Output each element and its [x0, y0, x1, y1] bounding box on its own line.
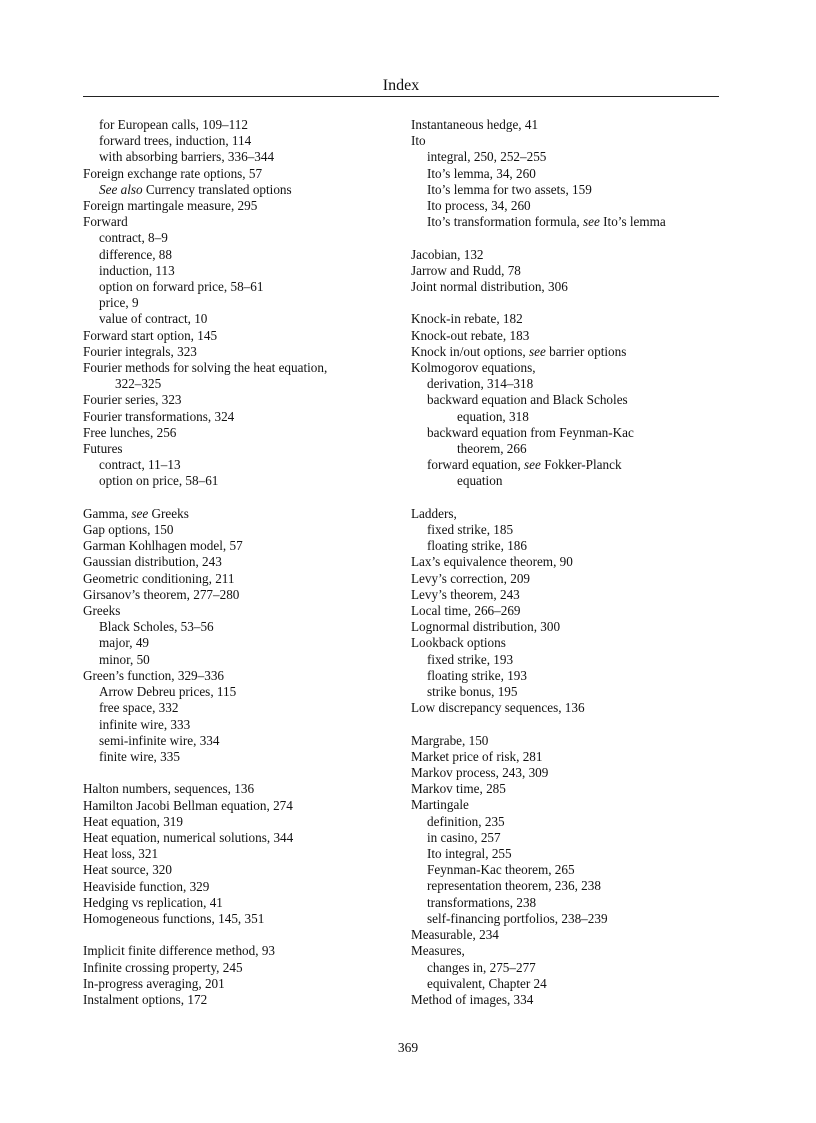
- entry-text: floating strike, 193: [427, 667, 527, 683]
- index-subentry: [83, 684, 383, 700]
- index-subentry: [411, 522, 721, 538]
- entry-text: Margrabe, 150: [411, 732, 489, 748]
- index-entry: [411, 927, 721, 943]
- index-subentry: [83, 457, 383, 473]
- index-entry: [83, 344, 383, 360]
- entry-text: equation, 318: [457, 408, 529, 424]
- entry-text: Ito’s transformation formula,: [427, 214, 584, 230]
- index-entry: [411, 943, 721, 959]
- index-subentry: [411, 425, 721, 441]
- index-subentry: [83, 182, 383, 198]
- entry-text: Garman Kohlhagen model, 57: [83, 538, 243, 554]
- entry-text: Fourier transformations, 324: [83, 408, 235, 424]
- entry-text: Knock-out rebate, 183: [411, 327, 530, 343]
- letter-group-gap: [83, 927, 383, 943]
- entry-text: Levy’s theorem, 243: [411, 586, 520, 602]
- index-entry: [83, 538, 383, 554]
- index-subentry: [411, 214, 721, 230]
- index-subentry: [411, 895, 721, 911]
- index-subentry-continuation: [411, 441, 721, 457]
- entry-text: value of contract, 10: [99, 311, 208, 327]
- entry-text: Homogeneous functions, 145, 351: [83, 910, 265, 926]
- entry-text: with absorbing barriers, 336–344: [99, 149, 275, 165]
- entry-text: Heat loss, 321: [83, 846, 159, 862]
- index-entry: [411, 619, 721, 635]
- entry-text: Measurable, 234: [411, 927, 499, 943]
- entry-text: fixed strike, 185: [427, 522, 514, 538]
- index-subentry: [411, 149, 721, 165]
- entry-text: Markov time, 285: [411, 781, 506, 797]
- entry-text: Gamma,: [83, 505, 132, 521]
- index-subentry: [83, 749, 383, 765]
- index-entry: [83, 425, 383, 441]
- index-subentry: [83, 279, 383, 295]
- index-entry: [411, 328, 721, 344]
- entry-text: Measures,: [411, 943, 465, 959]
- entry-text: Martingale: [411, 797, 469, 813]
- index-subentry: [83, 311, 383, 327]
- index-entry: [83, 943, 383, 959]
- index-subentry: [411, 684, 721, 700]
- entry-text: Forward: [83, 214, 128, 230]
- index-subentry: [411, 814, 721, 830]
- entry-text: Green’s function, 329–336: [83, 667, 225, 683]
- entry-text: Fourier methods for solving the heat equation,: [83, 360, 328, 376]
- page-number: 369: [397, 1040, 419, 1055]
- index-entry: [83, 911, 383, 927]
- entry-text: Ito’s lemma for two assets, 159: [427, 181, 592, 197]
- entry-text: backward equation and Black Scholes: [427, 392, 628, 408]
- index-entry: [411, 587, 721, 603]
- entry-text: Ito’s lemma: [599, 214, 666, 230]
- entry-text: Low discrepancy sequences, 136: [411, 700, 585, 716]
- entry-text: Gap options, 150: [83, 522, 174, 538]
- index-entry: [83, 603, 383, 619]
- cross-reference-keyword: see: [528, 343, 546, 359]
- entry-text: Local time, 266–269: [411, 603, 521, 619]
- index-entry: [411, 506, 721, 522]
- index-entry: [83, 960, 383, 976]
- entry-text: Ladders,: [411, 505, 457, 521]
- entry-text: major, 49: [99, 635, 150, 651]
- entry-text: forward equation,: [427, 457, 525, 473]
- entry-text: Currency translated options: [142, 181, 292, 197]
- entry-text: contract, 11–13: [99, 457, 181, 473]
- index-subentry: [411, 392, 721, 408]
- entry-text: floating strike, 186: [427, 538, 527, 554]
- index-entry: [83, 587, 383, 603]
- entry-text: Halton numbers, sequences, 136: [83, 781, 255, 797]
- index-entry: [411, 344, 721, 360]
- index-entry: [83, 409, 383, 425]
- entry-text: derivation, 314–318: [427, 376, 534, 392]
- entry-text: option on forward price, 58–61: [99, 279, 264, 295]
- index-entry: [83, 392, 383, 408]
- entry-text: Heat equation, numerical solutions, 344: [83, 829, 294, 845]
- entry-text: Greeks: [83, 603, 121, 619]
- index-subentry-continuation: [411, 409, 721, 425]
- index-entry: [411, 117, 721, 133]
- entry-text: transformations, 238: [427, 894, 537, 910]
- index-entry: [411, 133, 721, 149]
- header-rule: [83, 96, 719, 97]
- index-entry: [411, 992, 721, 1008]
- letter-group-gap: [411, 716, 721, 732]
- index-subentry: [411, 198, 721, 214]
- index-subentry: [83, 635, 383, 651]
- entry-text: Fourier integrals, 323: [83, 343, 197, 359]
- index-entry: [83, 798, 383, 814]
- entry-text: option on price, 58–61: [99, 473, 219, 489]
- index-entry: [411, 571, 721, 587]
- index-entry: [83, 328, 383, 344]
- index-subentry: [411, 376, 721, 392]
- entry-text: Foreign exchange rate options, 57: [83, 165, 263, 181]
- index-entry: [83, 166, 383, 182]
- entry-text: price, 9: [99, 295, 139, 311]
- entry-text: barrier options: [545, 343, 627, 359]
- entry-text: Free lunches, 256: [83, 424, 177, 440]
- entry-text: Gaussian distribution, 243: [83, 554, 222, 570]
- index-subentry: [411, 457, 721, 473]
- entry-text: definition, 235: [427, 813, 505, 829]
- index-entry: [83, 781, 383, 797]
- entry-text: Futures: [83, 441, 123, 457]
- entry-text: Ito integral, 255: [427, 846, 512, 862]
- index-subentry: [83, 652, 383, 668]
- entry-text: difference, 88: [99, 246, 172, 262]
- index-subentry: [83, 230, 383, 246]
- index-entry: [411, 263, 721, 279]
- index-entry: [83, 668, 383, 684]
- entry-text: free space, 332: [99, 700, 179, 716]
- index-subentry: [83, 117, 383, 133]
- entry-text: equivalent, Chapter 24: [427, 975, 547, 991]
- entry-text: representation theorem, 236, 238: [427, 878, 601, 894]
- index-subentry: [411, 166, 721, 182]
- index-subentry: [83, 473, 383, 489]
- index-entry: [411, 279, 721, 295]
- entry-text: theorem, 266: [457, 441, 527, 457]
- index-entry: [83, 830, 383, 846]
- entry-text: Markov process, 243, 309: [411, 765, 549, 781]
- entry-text: Instalment options, 172: [83, 991, 208, 1007]
- index-entry: [83, 814, 383, 830]
- index-entry: [411, 603, 721, 619]
- entry-text: integral, 250, 252–255: [427, 149, 547, 165]
- index-entry: [83, 506, 383, 522]
- entry-text: Black Scholes, 53–56: [99, 619, 214, 635]
- running-header: Index: [382, 77, 420, 94]
- entry-text: Arrow Debreu prices, 115: [99, 684, 237, 700]
- index-subentry: [83, 247, 383, 263]
- entry-text: Geometric conditioning, 211: [83, 570, 235, 586]
- entry-text: Ito process, 34, 260: [427, 198, 531, 214]
- entry-text: Knock-in rebate, 182: [411, 311, 523, 327]
- entry-text: Jarrow and Rudd, 78: [411, 262, 521, 278]
- index-entry: [83, 198, 383, 214]
- entry-text: Jacobian, 132: [411, 246, 484, 262]
- cross-reference-keyword: See also: [99, 181, 143, 197]
- entry-text: Levy’s correction, 209: [411, 570, 531, 586]
- index-subentry: [83, 733, 383, 749]
- entry-text: backward equation from Feynman-Kac: [427, 424, 634, 440]
- entry-text: forward trees, induction, 114: [99, 133, 252, 149]
- index-subentry-continuation: [411, 473, 721, 489]
- entry-text: fixed strike, 193: [427, 651, 514, 667]
- entry-text: Method of images, 334: [411, 991, 534, 1007]
- entry-text: Fourier series, 323: [83, 392, 182, 408]
- letter-group-gap: [83, 765, 383, 781]
- entry-text: Lax’s equivalence theorem, 90: [411, 554, 573, 570]
- entry-text: Infinite crossing property, 245: [83, 959, 243, 975]
- index-subentry: [83, 263, 383, 279]
- entry-text: Foreign martingale measure, 295: [83, 198, 258, 214]
- entry-text: Hedging vs replication, 41: [83, 894, 223, 910]
- entry-text: minor, 50: [99, 651, 150, 667]
- entry-text: induction, 113: [99, 262, 175, 278]
- entry-text: 322–325: [115, 376, 162, 392]
- entry-text: in casino, 257: [427, 829, 501, 845]
- entry-text: Heaviside function, 329: [83, 878, 210, 894]
- index-entry: [411, 311, 721, 327]
- cross-reference-keyword: see: [131, 505, 149, 521]
- entry-text: Girsanov’s theorem, 277–280: [83, 586, 240, 602]
- index-subentry: [411, 911, 721, 927]
- index-subentry: [83, 619, 383, 635]
- index-column-right: [411, 117, 721, 1008]
- entry-text: changes in, 275–277: [427, 959, 536, 975]
- letter-group-gap: [411, 295, 721, 311]
- index-subentry: [83, 717, 383, 733]
- index-subentry: [411, 976, 721, 992]
- cross-reference-keyword: see: [583, 214, 600, 230]
- entry-text: finite wire, 335: [99, 748, 180, 764]
- entry-text: Feynman-Kac theorem, 265: [427, 862, 575, 878]
- index-entry: [83, 214, 383, 230]
- index-subentry: [83, 149, 383, 165]
- index-entry: [411, 749, 721, 765]
- index-entry: [83, 846, 383, 862]
- entry-text: Lookback options: [411, 635, 506, 651]
- index-entry: [411, 360, 721, 376]
- entry-text: Ito: [411, 133, 426, 149]
- index-entry: [411, 247, 721, 263]
- index-entry: [83, 879, 383, 895]
- entry-text: Forward start option, 145: [83, 327, 218, 343]
- letter-group-gap: [411, 230, 721, 246]
- index-subentry: [411, 182, 721, 198]
- entry-text: Ito’s lemma, 34, 260: [427, 165, 536, 181]
- entry-text: strike bonus, 195: [427, 684, 518, 700]
- index-subentry: [411, 862, 721, 878]
- index-entry: [83, 992, 383, 1008]
- entry-text: semi-infinite wire, 334: [99, 732, 220, 748]
- entry-text: Instantaneous hedge, 41: [411, 117, 539, 132]
- index-entry: [83, 522, 383, 538]
- index-entry-continuation: [83, 376, 383, 392]
- index-entry: [83, 862, 383, 878]
- entry-text: Greeks: [148, 505, 189, 521]
- index-entry: [83, 571, 383, 587]
- entry-text: for European calls, 109–112: [99, 117, 248, 132]
- index-subentry: [411, 830, 721, 846]
- entry-text: Hamilton Jacobi Bellman equation, 274: [83, 797, 293, 813]
- index-entry: [411, 797, 721, 813]
- entry-text: Fokker-Planck: [540, 457, 622, 473]
- entry-text: In-progress averaging, 201: [83, 975, 225, 991]
- index-entry: [83, 895, 383, 911]
- index-subentry: [411, 878, 721, 894]
- index-entry: [411, 635, 721, 651]
- index-entry: [411, 781, 721, 797]
- index-entry: [83, 441, 383, 457]
- index-subentry: [411, 846, 721, 862]
- index-subentry: [83, 295, 383, 311]
- index-entry: [83, 976, 383, 992]
- index-entry: [411, 554, 721, 570]
- cross-reference-keyword: see: [524, 457, 541, 473]
- entry-text: Knock in/out options,: [411, 343, 529, 359]
- index-entry: [411, 733, 721, 749]
- letter-group-gap: [83, 490, 383, 506]
- entry-text: Heat source, 320: [83, 862, 172, 878]
- entry-text: self-financing portfolios, 238–239: [427, 910, 608, 926]
- letter-group-gap: [411, 490, 721, 506]
- entry-text: Joint normal distribution, 306: [411, 279, 568, 295]
- index-entry: [83, 554, 383, 570]
- entry-text: Kolmogorov equations,: [411, 360, 536, 376]
- entry-text: Lognormal distribution, 300: [411, 619, 561, 635]
- entry-text: Market price of risk, 281: [411, 748, 543, 764]
- entry-text: contract, 8–9: [99, 230, 168, 246]
- index-subentry: [83, 700, 383, 716]
- index-entry: [83, 360, 383, 376]
- index-column-left: [83, 117, 383, 1008]
- entry-text: Implicit finite difference method, 93: [83, 943, 276, 959]
- index-subentry: [83, 133, 383, 149]
- index-subentry: [411, 652, 721, 668]
- index-entry: [411, 700, 721, 716]
- index-entry: [411, 765, 721, 781]
- index-subentry: [411, 960, 721, 976]
- entry-text: Heat equation, 319: [83, 813, 183, 829]
- index-subentry: [411, 538, 721, 554]
- index-subentry: [411, 668, 721, 684]
- entry-text: equation: [457, 473, 503, 489]
- entry-text: infinite wire, 333: [99, 716, 191, 732]
